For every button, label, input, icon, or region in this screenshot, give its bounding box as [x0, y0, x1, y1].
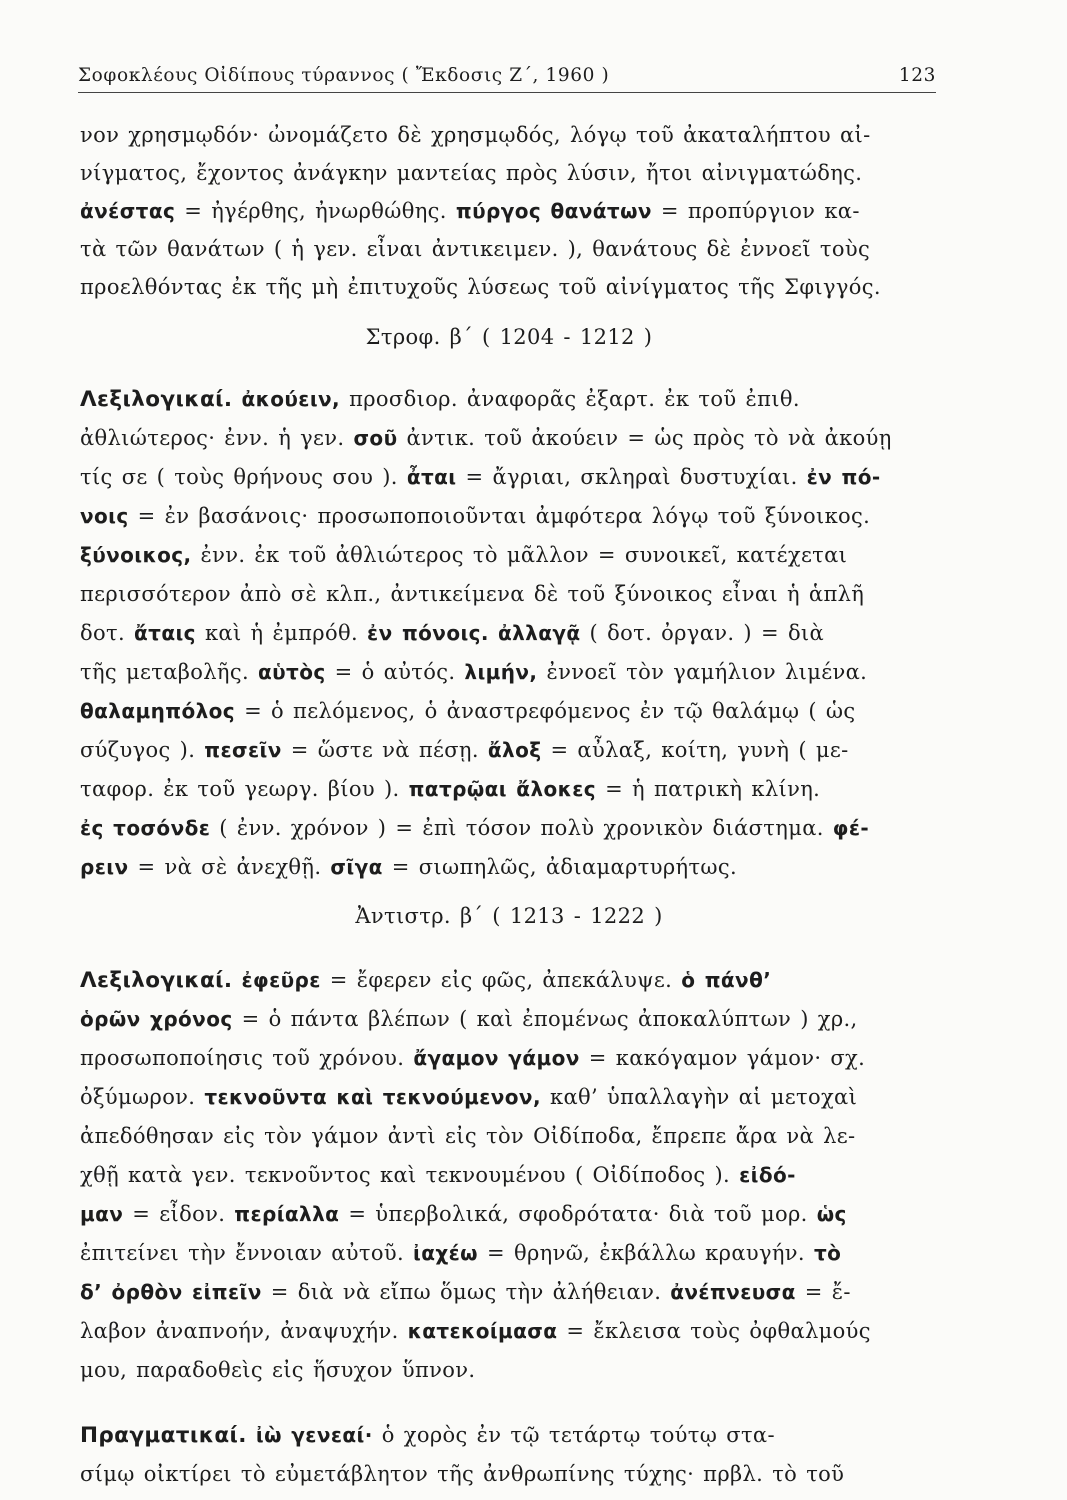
gloss-text: = ἐν βασάνοις· προσωποποιοῦνται ἀμφότερα λόγῳ τοῦ ξύνοικος.: [128, 504, 871, 528]
gloss-text: τίς σε ( τοὺς θρήνους σου ).: [80, 465, 407, 489]
text-line: [80, 231, 938, 267]
gloss-text: ταφορ. ἐκ τοῦ γεωργ. βίου ).: [80, 777, 409, 801]
section-heading: [80, 319, 938, 355]
lemma: ἀλλαγᾷ: [497, 621, 581, 645]
gloss-text: νίγματος, ἔχοντος ἀνάγκην μαντείας πρὸς λύσιν, ἤτοι αἰνιγματώδης.: [80, 161, 863, 185]
gloss-text: μου, παραδοθεὶς εἰς ἥσυχον ὕπνον.: [80, 1358, 476, 1382]
lemma: λιμήν,: [464, 660, 538, 684]
page-number: 123: [898, 65, 936, 86]
gloss-text: [232, 968, 241, 992]
gloss-text: = διὰ νὰ εἴπω ὅμως τὴν ἀλήθειαν.: [261, 1280, 671, 1304]
text-line: [80, 459, 938, 495]
gloss-text: = ἠγέρθης, ἠνωρθώθης.: [175, 199, 456, 223]
text-line: [80, 1235, 938, 1271]
text-line: [80, 498, 938, 534]
gloss-text: [489, 621, 498, 645]
gloss-text: προσδιορ. ἀναφορᾶς ἐξαρτ. ἐκ τοῦ ἐπιθ.: [340, 387, 800, 411]
text-line: [80, 1196, 938, 1232]
gloss-text: ὀξύμωρον.: [80, 1085, 205, 1109]
text-line: [80, 1456, 938, 1492]
section-label: Λεξιλογικαί.: [80, 968, 233, 993]
text-line: [80, 269, 938, 305]
lemma: νοις: [80, 504, 129, 528]
gloss-text: = ἔ-: [795, 1280, 851, 1304]
gloss-text: = ὑπερβολικά, σφοδρότατα· διὰ τοῦ μορ.: [339, 1202, 817, 1226]
text-line: [80, 537, 938, 573]
text-line: [80, 962, 938, 998]
lemma: ὁρῶν χρόνος: [80, 1007, 233, 1031]
text-line: [80, 576, 938, 612]
section-label: Πραγματικαί.: [80, 1423, 247, 1448]
gloss-text: περισσότερον ἀπὸ σὲ κλπ., ἀντικείμενα δὲ τοῦ ξύνοικος εἶναι ἡ ἁπλῆ: [80, 582, 865, 606]
text-line: [80, 1001, 938, 1037]
lemma: πεσεῖν: [204, 738, 282, 762]
lemma: ὁ πάνθ’: [681, 968, 772, 992]
text-line: [80, 381, 938, 417]
text-line: [80, 1157, 938, 1193]
lemma: κατεκοίμασα: [407, 1319, 558, 1343]
lemma: ἐν πόνοις.: [367, 621, 489, 645]
lemma: ἐφεῦρε: [241, 968, 321, 992]
gloss-text: ἐνν. ἐκ τοῦ ἀθλιώτερος τὸ μᾶλλον = συνοικεῖ, κατέχεται: [191, 543, 848, 567]
lemma: ἐν πό-: [806, 465, 881, 489]
gloss-text: προσωποποίησις τοῦ χρόνου.: [80, 1046, 414, 1070]
lemma: πατρῷαι ἄλοκες: [408, 777, 597, 801]
text-line: [80, 1040, 938, 1076]
gloss-text: ( ἐνν. χρόνον ) = ἐπὶ τόσον πολὺ χρονικὸν διάστημα.: [210, 816, 833, 840]
gloss-text: = εἶδον.: [123, 1202, 235, 1226]
gloss-text: = θρηνῶ, ἐκβάλλω κραυγήν.: [477, 1241, 814, 1265]
gloss-text: = ὁ αὐτός.: [325, 660, 465, 684]
text-line: [80, 155, 938, 191]
gloss-text: καὶ ἡ ἐμπρόθ.: [195, 621, 368, 645]
text-line: [80, 849, 938, 885]
text-line: [80, 615, 938, 651]
lemma: τεκνοῦντα καὶ τεκνούμενον,: [204, 1085, 541, 1109]
lemma: τὸ: [813, 1241, 842, 1265]
gloss-text: τῆς μεταβολῆς.: [80, 660, 258, 684]
gloss-text: ὁ χορὸς ἐν τῷ τετάρτῳ τούτῳ στα-: [372, 1423, 775, 1447]
gloss-text: = ὥστε νὰ πέσῃ.: [281, 738, 488, 762]
lemma: πύργος θανάτων: [455, 199, 652, 223]
text-line: [80, 1352, 938, 1388]
gloss-text: ἐννοεῖ τὸν γαμήλιον λιμένα.: [537, 660, 868, 684]
lemma: ἆται: [406, 465, 457, 489]
gloss-text: = κακόγαμον γάμον· σχ.: [579, 1046, 866, 1070]
gloss-text: ἀντικ. τοῦ ἀκούειν = ὡς πρὸς τὸ νὰ ἀκούῃ: [397, 426, 892, 450]
lemma: εἰδό-: [739, 1163, 796, 1187]
gloss-text: = ἄγριαι, σκληραὶ δυστυχίαι.: [456, 465, 807, 489]
gloss-text: σύζυγος ).: [80, 738, 205, 762]
lemma: ἄγαμον γάμον: [413, 1046, 580, 1070]
text-line: [80, 1118, 938, 1154]
lemma: μαν: [80, 1202, 124, 1226]
lemma: περίαλλα: [234, 1202, 340, 1226]
running-title: Σοφοκλέους Οἰδίπους τύραννος ( Ἔκδοσις Ζ΄, 1960 ): [78, 65, 610, 86]
lemma: σοῦ: [353, 426, 398, 450]
section-label: Λεξιλογικαί.: [80, 387, 233, 412]
lemma: ἄλοξ: [487, 738, 542, 762]
gloss-text: = ὁ πάντα βλέπων ( καὶ ἐπομένως ἀποκαλύπτων ) χρ.,: [232, 1007, 858, 1031]
lemma: ρειν: [80, 855, 129, 879]
text-line: [80, 1313, 938, 1349]
running-header: [78, 62, 936, 93]
gloss-text: [247, 1423, 256, 1447]
gloss-text: [232, 387, 241, 411]
lemma: ἐς τοσόνδε: [80, 816, 211, 840]
lemma: σῖγα: [330, 855, 383, 879]
text-line: [80, 810, 938, 846]
section-heading: [80, 898, 938, 934]
text-line: [80, 1079, 938, 1115]
text-line: [80, 1274, 938, 1310]
gloss-text: = αὖλαξ, κοίτη, γυνὴ ( με-: [541, 738, 849, 762]
text-line: [80, 420, 938, 456]
lemma: ἰὼ γενεαί·: [255, 1423, 373, 1447]
gloss-text: ἐπιτείνει τὴν ἔννοιαν αὐτοῦ.: [80, 1241, 414, 1265]
gloss-text: = προπύργιον κα-: [651, 199, 860, 223]
gloss-text: ἀθλιώτερος· ἐνν. ἡ γεν.: [80, 426, 354, 450]
gloss-text: σίμῳ οἰκτίρει τὸ εὐμετάβλητον τῆς ἀνθρωπίνης τύχης· πρβλ. τὸ τοῦ: [80, 1462, 845, 1486]
gloss-text: λαβον ἀναπνοήν, ἀναψυχήν.: [80, 1319, 408, 1343]
gloss-text: = ἡ πατρικὴ κλίνη.: [596, 777, 821, 801]
gloss-text: προελθόντας ἐκ τῆς μὴ ἐπιτυχοῦς λύσεως τοῦ αἰνίγματος τῆς Σφιγγός.: [80, 275, 881, 299]
lemma: ἀκούειν,: [241, 387, 341, 411]
text-line: [80, 693, 938, 729]
text-line: [80, 771, 938, 807]
gloss-text: = σιωπηλῶς, ἀδιαμαρτυρήτως.: [382, 855, 738, 879]
text-line: [80, 732, 938, 768]
lemma: ἀνέπνευσα: [670, 1280, 796, 1304]
lemma: δ’ ὀρθὸν εἰπεῖν: [80, 1280, 262, 1304]
gloss-text: τὰ τῶν θανάτων ( ἡ γεν. εἶναι ἀντικειμεν. ), θανάτους δὲ ἐννοεῖ τοὺς: [80, 237, 871, 261]
lemma: ξύνοικος,: [80, 543, 192, 567]
gloss-text: χθῇ κατὰ γεν. τεκνοῦντος καὶ τεκνουμένου ( Οἰδίποδος ).: [80, 1163, 740, 1187]
lemma: ἄταις: [134, 621, 196, 645]
gloss-text: = ὁ πελόμενος, ὁ ἀναστρεφόμενος ἐν τῷ θαλάμῳ ( ὡς: [235, 699, 856, 723]
gloss-text: καθ’ ὑπαλλαγὴν αἱ μετοχαὶ: [540, 1085, 858, 1109]
lemma: ἀνέστας: [80, 199, 176, 223]
gloss-text: = ἔκλεισα τοὺς ὀφθαλμούς: [557, 1319, 871, 1343]
gloss-text: νον χρησμῳδόν· ὠνομάζετο δὲ χρησμῳδός, λόγῳ τοῦ ἀκαταλήπτου αἰ-: [80, 123, 871, 147]
text-line: [80, 117, 938, 153]
gloss-text: Στροφ. β΄ ( 1204 - 1212 ): [365, 325, 653, 349]
gloss-text: = νὰ σὲ ἀνεχθῇ.: [128, 855, 331, 879]
gloss-text: δοτ.: [80, 621, 135, 645]
gloss-text: Ἀντιστρ. β΄ ( 1213 - 1222 ): [355, 904, 663, 928]
lemma: θαλαμηπόλος: [80, 699, 236, 723]
lemma: ἰαχέω: [413, 1241, 478, 1265]
text-line: [80, 1417, 938, 1453]
gloss-text: ( δοτ. ὀργαν. ) = διὰ: [580, 621, 825, 645]
text-line: [80, 193, 938, 229]
gloss-text: ἀπεδόθησαν εἰς τὸν γάμον ἀντὶ εἰς τὸν Οἰδίποδα, ἔπρεπε ἄρα νὰ λε-: [80, 1124, 856, 1148]
lemma: αὑτὸς: [258, 660, 326, 684]
gloss-text: = ἔφερεν εἰς φῶς, ἀπεκάλυψε.: [320, 968, 682, 992]
lemma: ὡς: [816, 1202, 847, 1226]
lemma: φέ-: [832, 816, 870, 840]
text-line: [80, 654, 938, 690]
